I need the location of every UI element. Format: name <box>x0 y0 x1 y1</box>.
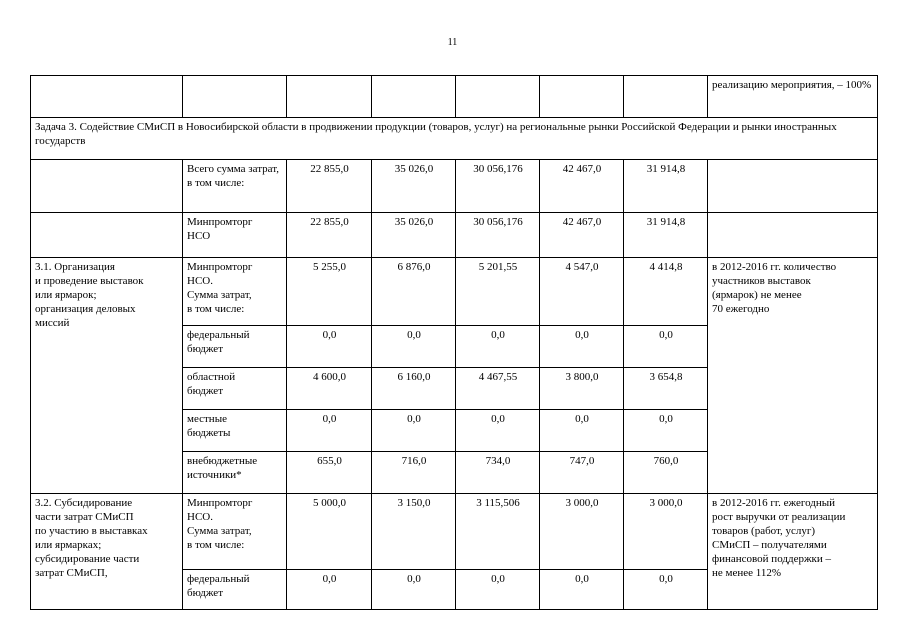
value-cell: 655,0 <box>287 452 372 494</box>
value-cell: 0,0 <box>456 570 540 610</box>
value-cell: 4 467,55 <box>456 368 540 410</box>
value-cell: 35 026,0 <box>372 160 456 213</box>
table-row <box>31 258 878 326</box>
value-cell: 3 654,8 <box>624 368 708 410</box>
table-cell <box>456 76 540 118</box>
value-cell: 3 115,506 <box>456 494 540 570</box>
value-cell: 42 467,0 <box>540 213 624 258</box>
table-cell <box>708 213 878 258</box>
value-cell: 0,0 <box>372 570 456 610</box>
task-heading: Задача 3. Содействие СМиСП в Новосибирской области в продвижении продукции (товаров, услуг) на региональные рынки Российской Федерации и рынки иностранных государств <box>31 118 878 160</box>
result-cell: в 2012-2016 гг. ежегодный рост выручки от реализации товаров (работ, услуг) СМиСП – получателями финансовой поддержки – не менее 112% <box>708 494 878 610</box>
table-row <box>31 213 878 258</box>
table-cell <box>624 76 708 118</box>
value-cell: 0,0 <box>287 326 372 368</box>
source-cell: федеральный бюджет <box>183 326 287 368</box>
task-row <box>31 118 878 160</box>
value-cell: 0,0 <box>624 410 708 452</box>
table-cell <box>708 160 878 213</box>
value-cell: 22 855,0 <box>287 160 372 213</box>
value-cell: 0,0 <box>540 570 624 610</box>
value-cell: 4 547,0 <box>540 258 624 326</box>
measure-name-cell: 3.1. Организация и проведение выставок или ярмарок; организация деловых миссий <box>31 258 183 494</box>
value-cell: 0,0 <box>456 326 540 368</box>
source-cell: Всего сумма затрат, в том числе: <box>183 160 287 213</box>
source-cell: местные бюджеты <box>183 410 287 452</box>
table-cell <box>31 76 183 118</box>
value-cell: 716,0 <box>372 452 456 494</box>
source-cell: федеральный бюджет <box>183 570 287 610</box>
table-cell <box>372 76 456 118</box>
table-cell <box>183 76 287 118</box>
page-number: 11 <box>447 37 458 48</box>
value-cell: 4 414,8 <box>624 258 708 326</box>
value-cell: 734,0 <box>456 452 540 494</box>
value-cell: 5 201,55 <box>456 258 540 326</box>
table-cell <box>540 76 624 118</box>
value-cell: 0,0 <box>372 410 456 452</box>
measure-name-cell: 3.2. Субсидирование части затрат СМиСП по участию в выставках или ярмарках; субсидирование части затрат СМиСП, <box>31 494 183 610</box>
source-cell: Минпромторг НСО. Сумма затрат, в том числе: <box>183 258 287 326</box>
table-cell <box>31 160 183 213</box>
value-cell: 747,0 <box>540 452 624 494</box>
source-cell: внебюджетные источники* <box>183 452 287 494</box>
table-row <box>31 76 878 118</box>
value-cell: 3 150,0 <box>372 494 456 570</box>
source-cell: Минпромторг НСО <box>183 213 287 258</box>
value-cell: 3 000,0 <box>540 494 624 570</box>
table-cell <box>31 213 183 258</box>
value-cell: 31 914,8 <box>624 213 708 258</box>
value-cell: 5 255,0 <box>287 258 372 326</box>
result-cell: в 2012-2016 гг. количество участников выставок (ярмарок) не менее 70 ежегодно <box>708 258 878 494</box>
value-cell: 0,0 <box>540 410 624 452</box>
value-cell: 0,0 <box>624 570 708 610</box>
value-cell: 22 855,0 <box>287 213 372 258</box>
value-cell: 3 800,0 <box>540 368 624 410</box>
table-row <box>31 494 878 570</box>
value-cell: 0,0 <box>287 570 372 610</box>
value-cell: 6 160,0 <box>372 368 456 410</box>
value-cell: 3 000,0 <box>624 494 708 570</box>
value-cell: 30 056,176 <box>456 160 540 213</box>
value-cell: 30 056,176 <box>456 213 540 258</box>
result-cell: реализацию мероприятия, – 100% <box>708 76 878 118</box>
table-row <box>31 160 878 213</box>
value-cell: 0,0 <box>540 326 624 368</box>
value-cell: 31 914,8 <box>624 160 708 213</box>
value-cell: 0,0 <box>624 326 708 368</box>
table-cell <box>287 76 372 118</box>
source-cell: областной бюджет <box>183 368 287 410</box>
value-cell: 0,0 <box>287 410 372 452</box>
value-cell: 760,0 <box>624 452 708 494</box>
source-cell: Минпромторг НСО. Сумма затрат, в том числе: <box>183 494 287 570</box>
value-cell: 0,0 <box>456 410 540 452</box>
value-cell: 42 467,0 <box>540 160 624 213</box>
value-cell: 4 600,0 <box>287 368 372 410</box>
measures-table <box>30 75 878 610</box>
value-cell: 5 000,0 <box>287 494 372 570</box>
value-cell: 6 876,0 <box>372 258 456 326</box>
value-cell: 35 026,0 <box>372 213 456 258</box>
value-cell: 0,0 <box>372 326 456 368</box>
